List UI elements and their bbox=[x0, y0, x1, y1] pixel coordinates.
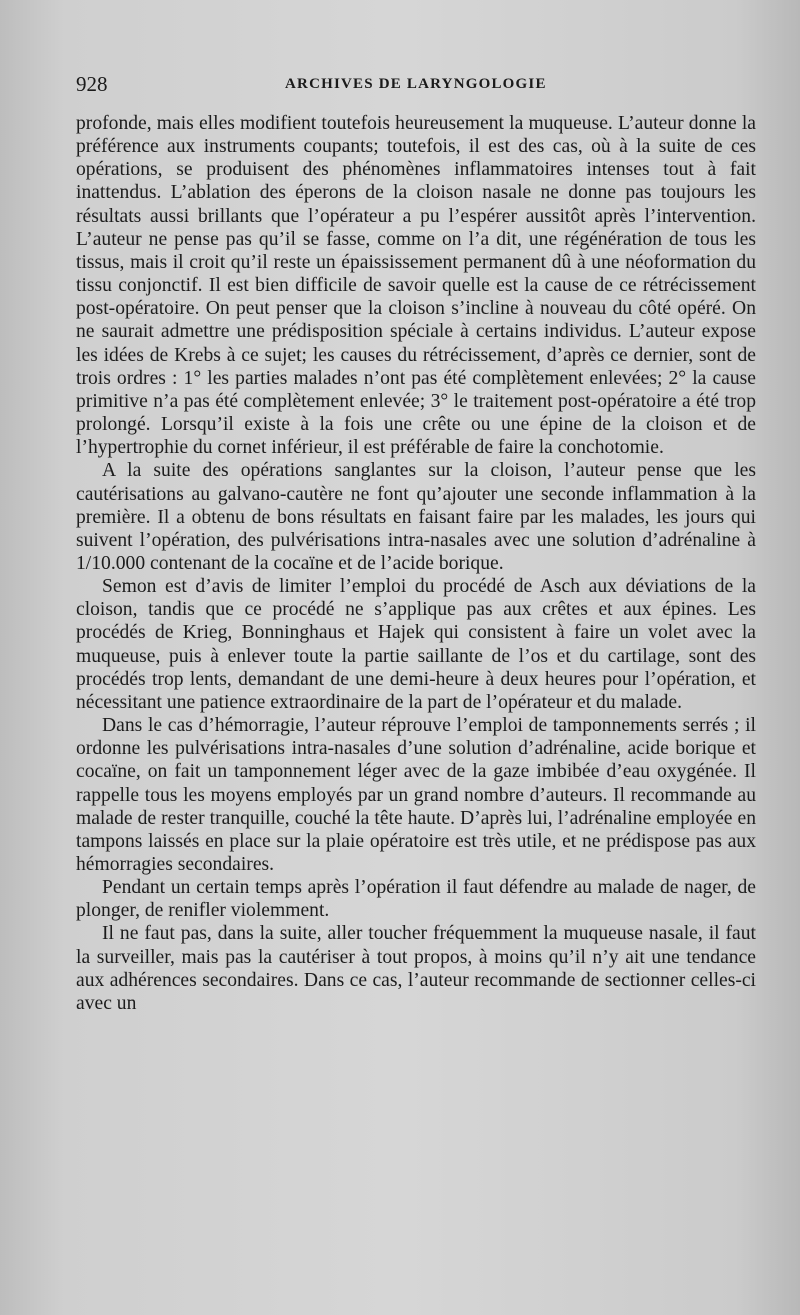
body-text bbox=[76, 112, 756, 1015]
page-number: 928 bbox=[76, 72, 108, 96]
paragraph-hemorrhage: Dans le cas d’hémorragie, l’auteur réprouve l’emploi de tamponnements serrés ; il ordonne les pulvérisations intra-nasales d’une solution d’adrénaline, acide borique et cocaïne, on fait un tamponnement léger avec de la gaze imbibée d’eau oxygénée. Il rappelle tous les moyens employés par un grand nombre d’auteurs. Il recommande au malade de rester tranquille, couché la tête haute. D’après lui, l’adrénaline employée en tampons laissés en place sur la plaie opératoire est très utile, et ne prédispose pas aux hémorragies secondaires. bbox=[76, 715, 756, 875]
paragraph-surveillance: Il ne faut pas, dans la suite, aller toucher fréquemment la muqueuse nasale, il faut la surveiller, mais pas la cautériser à tout propos, à moins qu’il n’y ait une tendance aux adhérences secondaires. Dans ce cas, l’auteur recommande de sectionner celles-ci avec un bbox=[76, 923, 756, 1014]
paragraph-aftercare: Pendant un certain temps après l’opération il faut défendre au malade de nager, de plonger, de renifler violemment. bbox=[76, 877, 756, 922]
paragraph-continued: profonde, mais elles modifient toutefois heureusement la muqueuse. L’auteur donne la préférence aux instruments coupants; toutefois, il est des cas, où à la suite de ces opérations, se produisent des phénomènes inflammatoires intenses tout à fait inattendus. L’ablation des éperons de la cloison nasale ne donne pas toujours les résultats aussi brillants que l’opérateur a pu l’espérer aussitôt après l’intervention. L’auteur ne pense pas qu’il se fasse, comme on l’a dit, une régénération de tous les tissus, mais il croit qu’il reste un épaississement permanent dû à une néoformation du tissu conjonctif. Il est bien difficile de savoir quelle est la cause de ce rétrécissement post-opératoire. On peut penser que la cloison s’incline à nouveau du côté opéré. On ne saurait admettre une prédisposition spéciale à certains individus. L’auteur expose les idées de Krebs à ce sujet; les causes du rétrécissement, d’après ce dernier, sont de trois ordres : 1° les parties malades n’ont pas été complètement enlevées; 2° la cause primitive n’a pas été complètement enlevée; 3° le traitement post-opératoire a été trop prolongé. Lorsqu’il existe à la fois une crête ou une épine de la cloison et de l’hypertrophie du cornet inférieur, il est préférable de faire la conchotomie. bbox=[76, 113, 756, 459]
paragraph-cauterisation: A la suite des opérations sanglantes sur la cloison, l’auteur pense que les cautérisations au galvano-cautère ne font qu’ajouter une seconde inflammation à la première. Il a obtenu de bons résultats en faisant faire par les malades, les jours qui suivent l’opération, des pulvérisations intra-nasales avec une solution d’adrénaline à 1/10.000 contenant de la cocaïne et de l’acide borique. bbox=[76, 460, 756, 574]
running-title: ARCHIVES DE LARYNGOLOGIE bbox=[285, 76, 547, 92]
paragraph-semon: Semon est d’avis de limiter l’emploi du procédé de Asch aux déviations de la cloison, tandis que ce procédé ne s’applique pas aux crêtes et aux épines. Les procédés de Krieg, Bonninghaus et Hajek qui consistent à faire un volet avec la muqueuse, puis à enlever toute la partie saillante de l’os et du cartilage, sont des procédés trop lents, demandant de une demi-heure à deux heures pour l’opération, et nécessitant une patience extraordinaire de la part de l’opérateur et du malade. bbox=[76, 576, 756, 713]
page-header bbox=[76, 72, 740, 100]
